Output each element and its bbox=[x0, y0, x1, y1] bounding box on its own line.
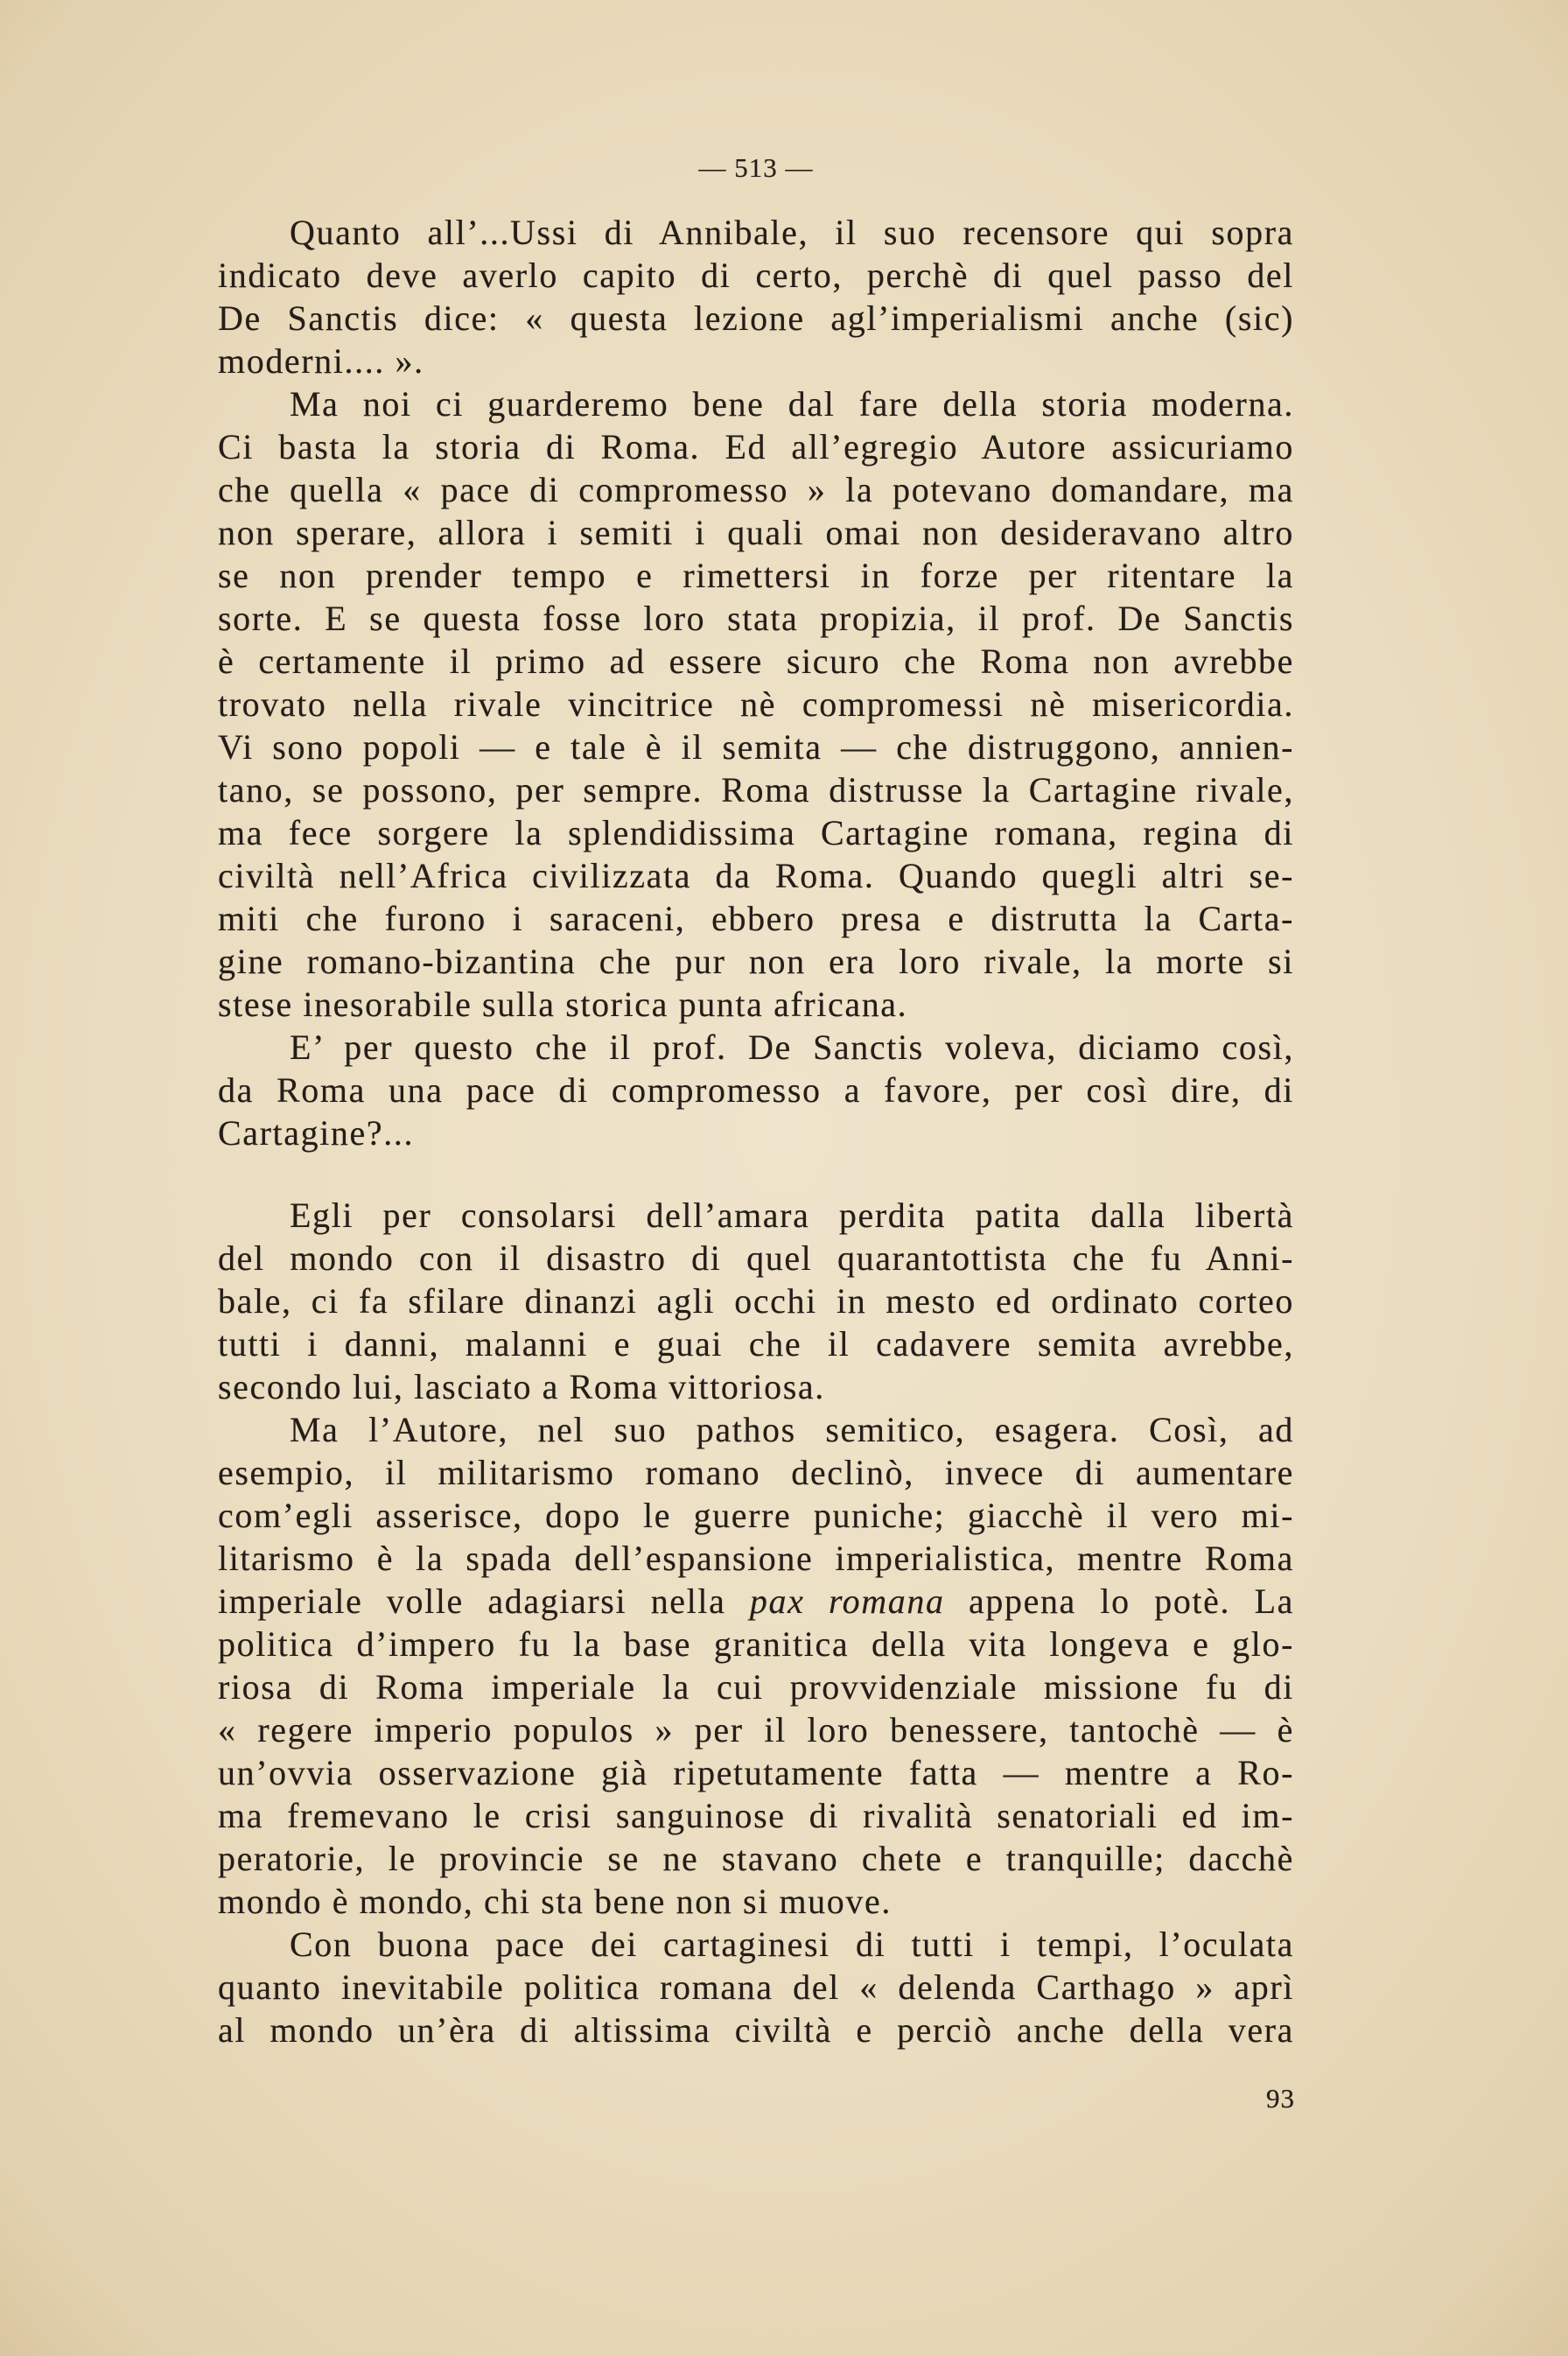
text-line: un’ovvia osservazione già ripetutamente fatta — mentre a Ro- bbox=[218, 1753, 1294, 1792]
text-line: De Sanctis dice: « questa lezione agl’imperialismi anche (sic) bbox=[218, 298, 1294, 338]
text-line: ma fece sorgere la splendidissima Cartagine romana, regina di bbox=[218, 813, 1294, 852]
text-line: mondo è mondo, chi sta bene non si muove. bbox=[218, 1882, 892, 1921]
text-segment: imperiale volle adagiarsi nella bbox=[218, 1581, 750, 1621]
page-number-header: — 513 — bbox=[698, 152, 814, 183]
text-line: com’egli asserisce, dopo le guerre puniche; giacchè il vero mi- bbox=[218, 1496, 1294, 1535]
text-line: Ma noi ci guarderemo bene dal fare della storia moderna. bbox=[290, 384, 1294, 424]
text-line: trovato nella rivale vincitrice nè compromessi nè misericordia. bbox=[218, 684, 1294, 724]
text-line: Cartagine?... bbox=[218, 1113, 415, 1153]
text-line: politica d’impero fu la base granitica della vita longeva e glo- bbox=[218, 1624, 1294, 1664]
text-line bbox=[218, 1580, 1294, 1623]
text-line: non sperare, allora i semiti i quali omai non desideravano altro bbox=[218, 513, 1294, 552]
text-line: Con buona pace dei cartaginesi di tutti i tempi, l’oculata bbox=[290, 1925, 1294, 1964]
text-line: « regere imperio populos » per il loro benessere, tantochè — è bbox=[218, 1710, 1294, 1749]
text-line: stese inesorabile sulla storica punta africana. bbox=[218, 985, 908, 1024]
text-line: Vi sono popoli — e tale è il semita — che distruggono, annien- bbox=[218, 727, 1294, 767]
text-line: esempio, il militarismo romano declinò, invece di aumentare bbox=[218, 1453, 1294, 1492]
text-line: riosa di Roma imperiale la cui provvidenziale missione fu di bbox=[218, 1667, 1294, 1707]
text-line: del mondo con il disastro di quel quarantottista che fu Anni- bbox=[218, 1238, 1294, 1278]
text-section bbox=[218, 211, 1294, 1154]
text-line: tano, se possono, per sempre. Roma distrusse la Cartagine rivale, bbox=[218, 770, 1294, 810]
text-line: civiltà nell’Africa civilizzata da Roma. Quando quegli altri se- bbox=[218, 856, 1294, 895]
text-line: Ma l’Autore, nel suo pathos semitico, esagera. Così, ad bbox=[290, 1410, 1294, 1449]
text-line: da Roma una pace di compromesso a favore, per così dire, di bbox=[218, 1070, 1294, 1110]
text-line: moderni.... ». bbox=[218, 341, 424, 381]
text-line: E’ per questo che il prof. De Sanctis voleva, diciamo così, bbox=[290, 1027, 1294, 1067]
text-segment: appena lo potè. La bbox=[944, 1581, 1294, 1621]
text-line: secondo lui, lasciato a Roma vittoriosa. bbox=[218, 1367, 825, 1406]
text-line: è certamente il primo ad essere sicuro che Roma non avrebbe bbox=[218, 642, 1294, 681]
text-line: quanto inevitabile politica romana del « delenda Carthago » aprì bbox=[218, 1967, 1294, 2007]
paragraph bbox=[218, 1408, 1294, 1923]
body-text bbox=[218, 211, 1294, 2051]
paragraph bbox=[218, 211, 1294, 382]
text-section bbox=[218, 1194, 1294, 2051]
text-line: peratorie, le provincie se ne stavano chete e tranquille; dacchè bbox=[218, 1839, 1294, 1878]
paragraph bbox=[218, 1923, 1294, 2051]
text-line: litarismo è la spada dell’espansione imperialistica, mentre Roma bbox=[218, 1539, 1294, 1578]
footer-signature-number: 93 bbox=[1266, 2083, 1295, 2114]
text-line: Quanto all’...Ussi di Annibale, il suo recensore qui sopra bbox=[290, 213, 1294, 252]
text-line: tutti i danni, malanni e guai che il cadavere semita avrebbe, bbox=[218, 1324, 1294, 1364]
paragraph bbox=[218, 382, 1294, 1026]
emphasized-text: pax romana bbox=[749, 1581, 945, 1621]
text-line: miti che furono i saraceni, ebbero presa e distrutta la Carta- bbox=[218, 899, 1294, 938]
paragraph bbox=[218, 1026, 1294, 1154]
text-line: se non prender tempo e rimettersi in forze per ritentare la bbox=[218, 556, 1294, 595]
text-line: che quella « pace di compromesso » la potevano domandare, ma bbox=[218, 470, 1294, 509]
text-line: Ci basta la storia di Roma. Ed all’egregio Autore assicuriamo bbox=[218, 427, 1294, 466]
text-line: sorte. E se questa fosse loro stata propizia, il prof. De Sanctis bbox=[218, 599, 1294, 638]
text-line: al mondo un’èra di altissima civiltà e perciò anche della vera bbox=[218, 2010, 1294, 2050]
text-line: Egli per consolarsi dell’amara perdita patita dalla libertà bbox=[290, 1196, 1294, 1235]
text-line: indicato deve averlo capito di certo, perchè di quel passo del bbox=[218, 256, 1294, 295]
paragraph bbox=[218, 1194, 1294, 1408]
text-line: ma fremevano le crisi sanguinose di rivalità senatoriali ed im- bbox=[218, 1796, 1294, 1835]
text-line: gine romano-bizantina che pur non era loro rivale, la morte si bbox=[218, 942, 1294, 981]
text-line: bale, ci fa sfilare dinanzi agli occhi in mesto ed ordinato corteo bbox=[218, 1281, 1294, 1321]
